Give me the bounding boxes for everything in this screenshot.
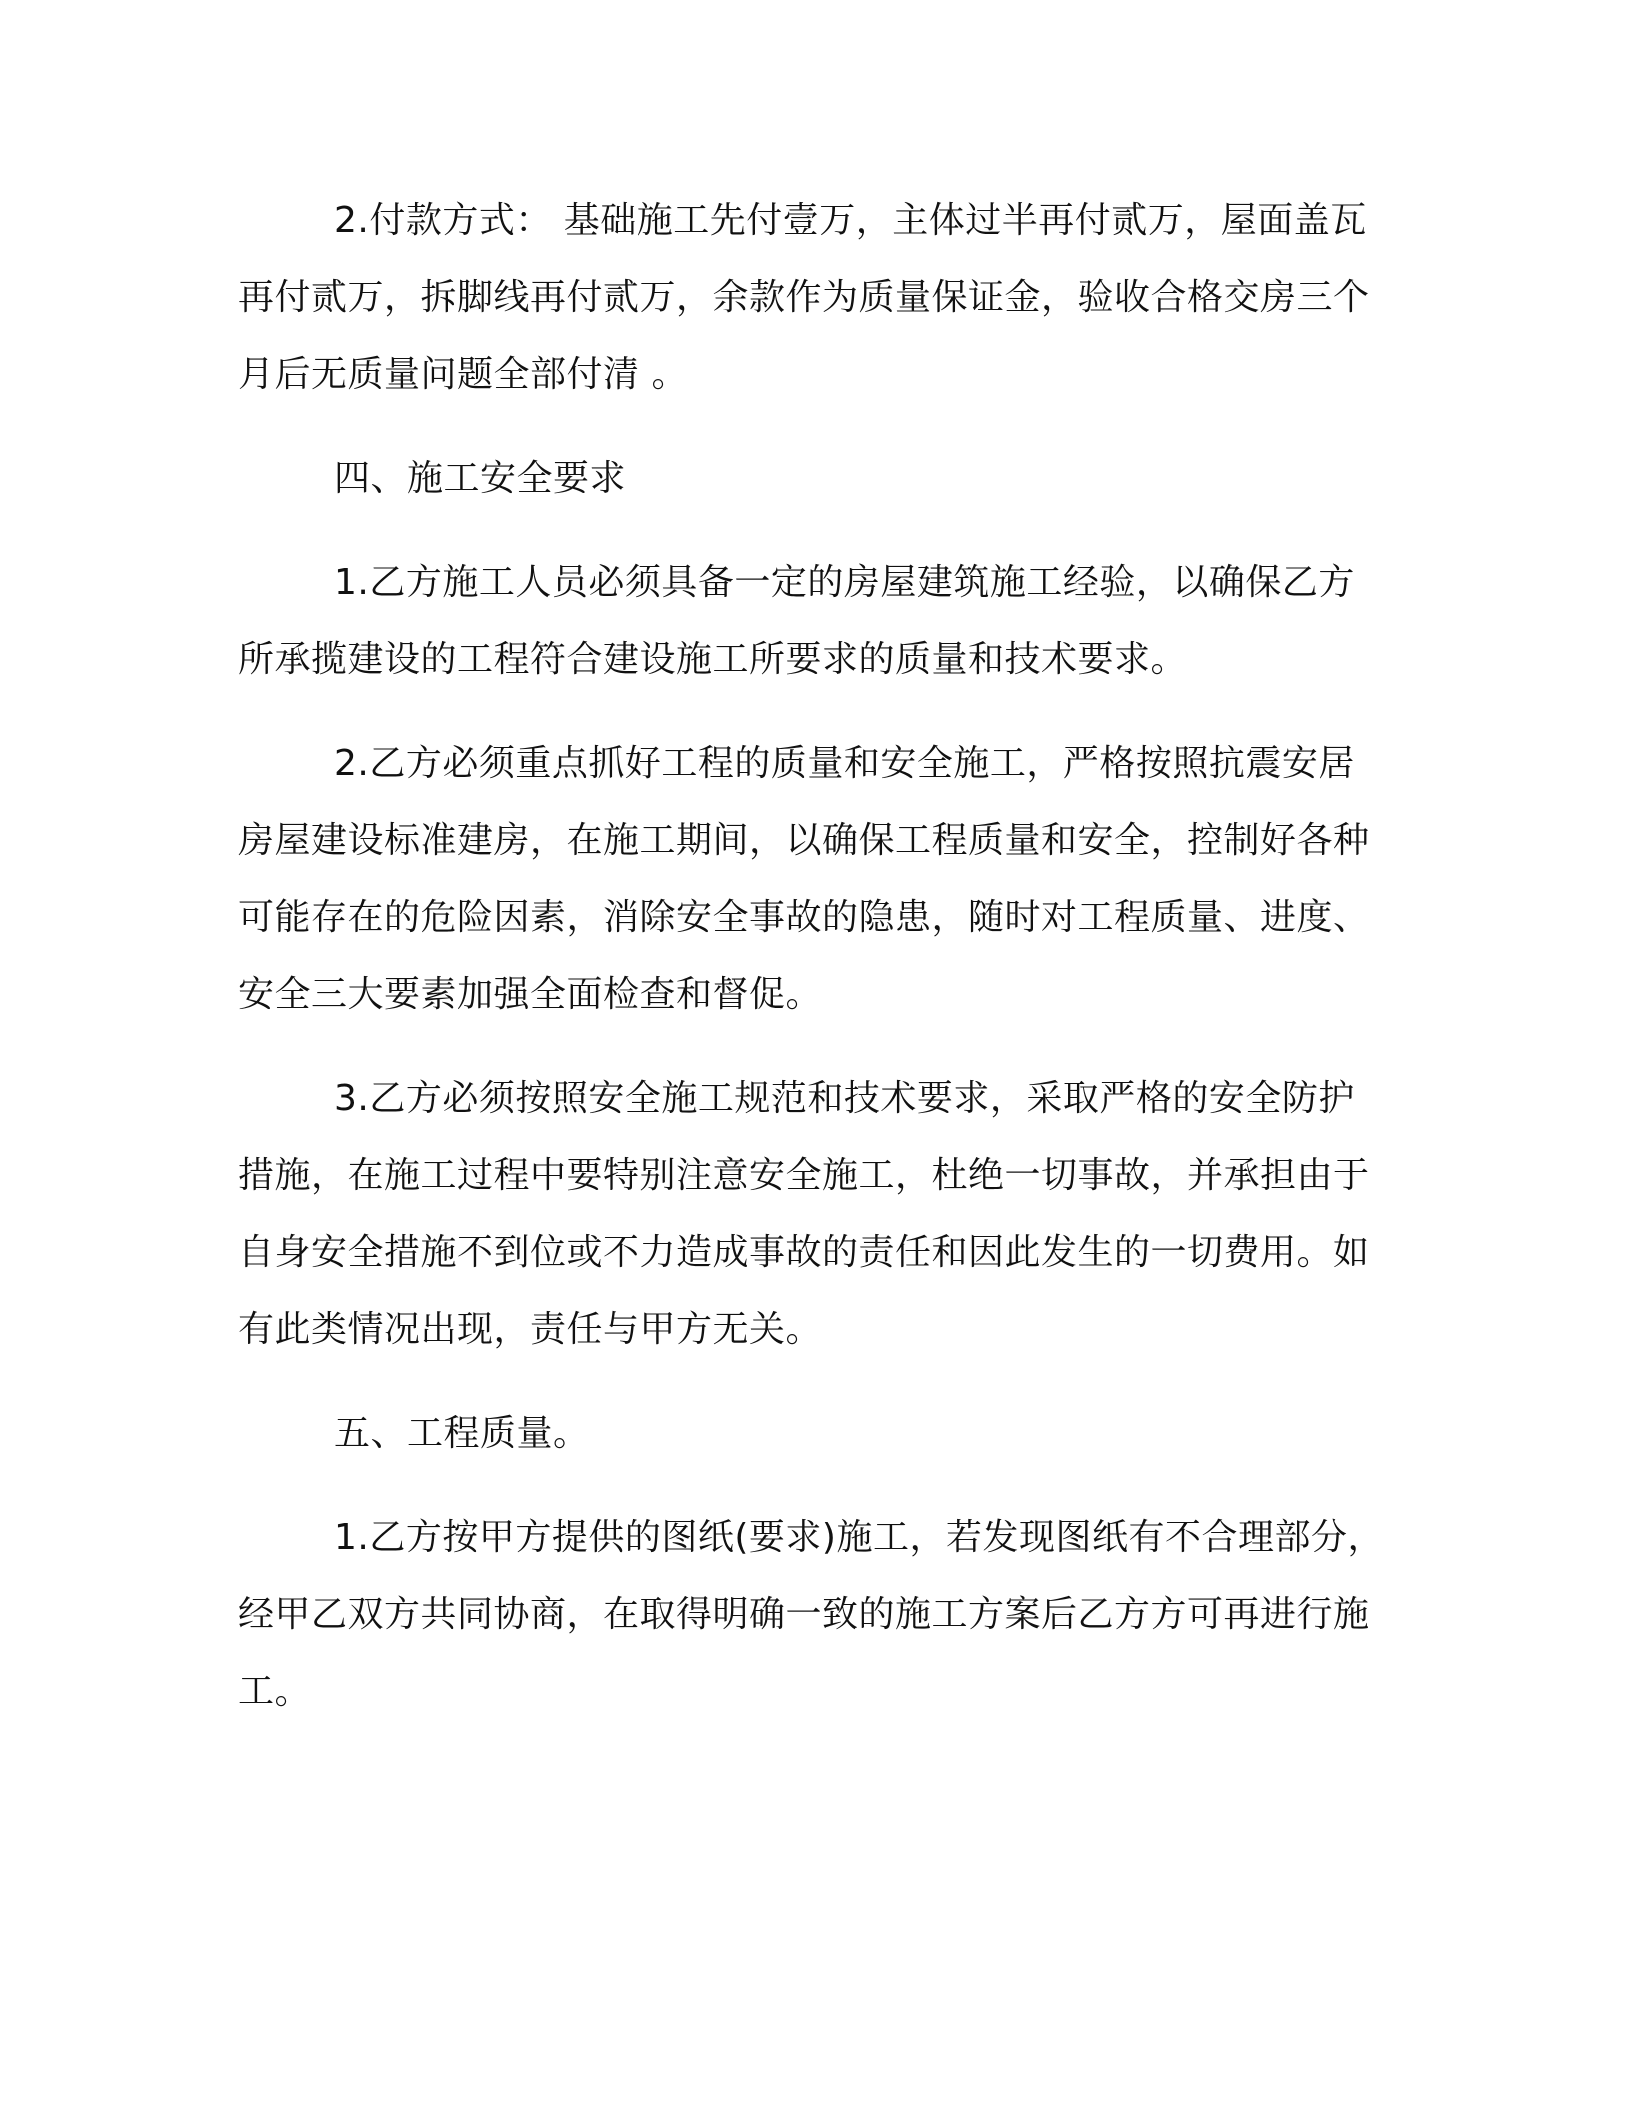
text-line: 1.乙方按甲方提供的图纸(要求)施工，若发现图纸有不合理部分， bbox=[334, 1517, 1384, 1558]
text-line: 房屋建设标准建房，在施工期间，以确保工程质量和安全，控制好各 bbox=[238, 820, 1334, 861]
text-line: 2.乙方必须重点抓好工程的质量和安全施工，严格按照抗震安居 bbox=[334, 743, 1355, 784]
heading-text: 五、工程质量。 bbox=[334, 1413, 590, 1454]
document-body bbox=[238, 182, 1388, 1757]
text-line: 所承揽建设的工程符合建设施工所要求的质量和技术要求。 bbox=[238, 639, 1188, 680]
text-line: 度、安全三大要素加强全面检查和督促。 bbox=[238, 897, 1370, 1015]
paragraph-safety-3 bbox=[238, 1060, 1388, 1368]
text-line: 再付贰万，拆脚线再付贰万，余款作为质量保证金，验收合格交房三 bbox=[238, 277, 1334, 318]
text-line: 个月后无质量问题全部付清 。 bbox=[238, 277, 1370, 395]
section-heading-quality bbox=[238, 1395, 1388, 1472]
text-line: 经甲乙双方共同协商，在取得明确一致的施工方案后乙方方可再进行 bbox=[238, 1594, 1334, 1635]
text-line: 措施，在施工过程中要特别注意安全施工，杜绝一切事故，并承担由 bbox=[238, 1155, 1334, 1196]
text-line: 如有此类情况出现，责任与甲方无关。 bbox=[238, 1232, 1370, 1350]
section-heading-safety bbox=[238, 440, 1388, 517]
paragraph-safety-2 bbox=[238, 725, 1388, 1033]
text-line: 种可能存在的危险因素，消除安全事故的隐患，随时对工程质量、进 bbox=[238, 820, 1370, 938]
text-line: 2.付款方式： 基础施工先付壹万，主体过半再付贰万，屋面盖瓦 bbox=[334, 200, 1367, 241]
text-line: 于自身安全措施不到位或不力造成事故的责任和因此发生的一切费用。 bbox=[238, 1155, 1370, 1273]
paragraph-safety-1 bbox=[238, 544, 1388, 698]
text-line: 3.乙方必须按照安全施工规范和技术要求，采取严格的安全防护 bbox=[334, 1078, 1355, 1119]
text-line: 1.乙方施工人员必须具备一定的房屋建筑施工经验，以确保乙方 bbox=[334, 562, 1355, 603]
heading-text: 四、施工安全要求 bbox=[334, 458, 627, 499]
paragraph-payment-method bbox=[238, 182, 1388, 413]
paragraph-quality-1 bbox=[238, 1499, 1388, 1730]
text-line: 施工。 bbox=[238, 1594, 1370, 1712]
